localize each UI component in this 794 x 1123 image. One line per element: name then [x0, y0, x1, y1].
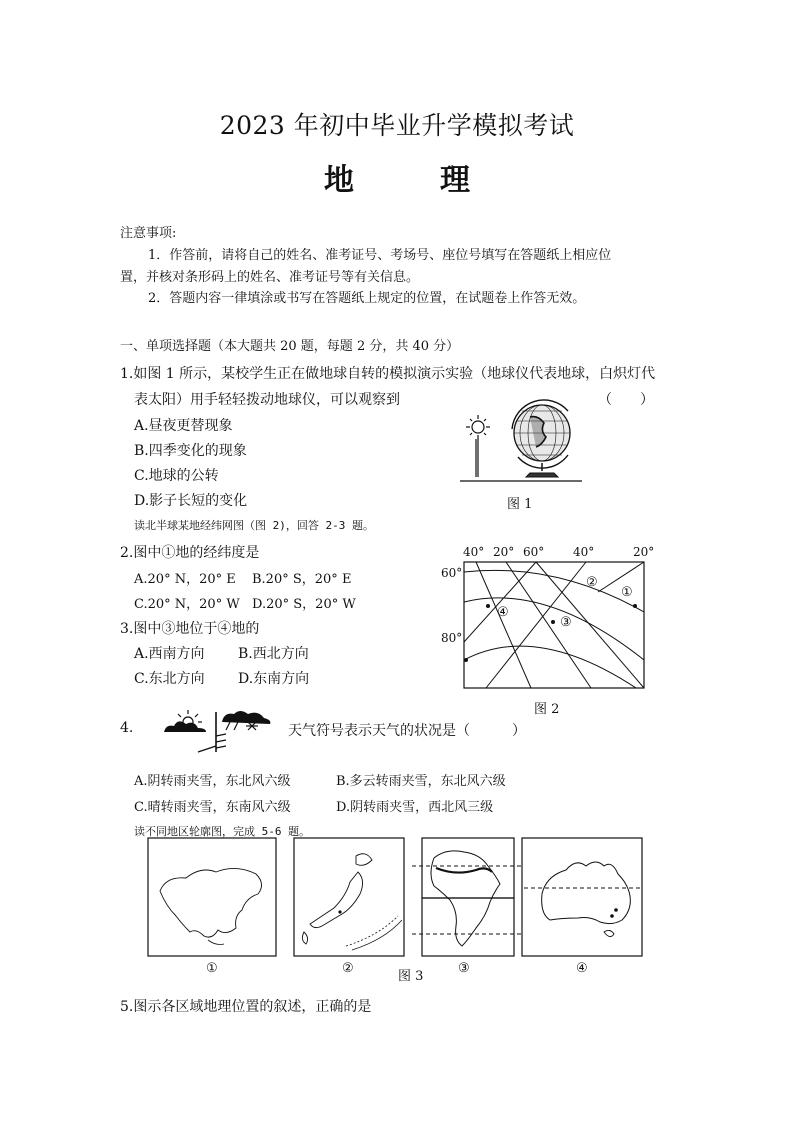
q2-option-a: A.20° N，20° E: [134, 572, 236, 587]
lon-label: 20°: [633, 545, 655, 559]
map-1-frame: [148, 838, 276, 956]
lamp-icon: [466, 415, 490, 477]
q4-option-b: B.多云转雨夹雪，东北风六级: [336, 774, 506, 789]
figure2-frame: [464, 562, 644, 688]
lon-label: 40°: [573, 545, 595, 559]
q1-stem-line1: 1.如图 1 所示，某校学生正在做地球自转的模拟演示实验（地球仪代表地球，白炽灯代: [120, 366, 656, 382]
notice-heading: 注意事项:: [120, 226, 177, 241]
q1-option-c: C.地球的公转: [134, 468, 219, 484]
read-instruction-5-6: 读不同地区轮廓图，完成 5-6 题。: [134, 825, 311, 838]
lat-label: 80°: [441, 631, 463, 645]
map-3-frame-bottom: [422, 898, 514, 956]
figure2-caption: 图 2: [534, 702, 560, 717]
figure1-lamp-globe: [456, 385, 586, 490]
hokkaido-outline: [356, 854, 372, 866]
australia-outline: [542, 862, 631, 924]
q4-option-d: D.阴转雨夹雪，西北风三级: [336, 800, 494, 815]
q5-stem: 5.图示各区域地理位置的叙述，正确的是: [120, 999, 372, 1015]
asia-outline: [160, 868, 262, 937]
q1-answer-paren: （ ）: [598, 392, 654, 408]
q3-stem: 3.图中③地位于④地的: [120, 621, 260, 637]
map-3-frame-top: [422, 838, 514, 898]
exam-title: 2023 年初中毕业升学模拟考试: [219, 111, 575, 140]
q2-option-c: C.20° N，20° W: [134, 597, 240, 612]
map-label: ③: [458, 961, 470, 976]
map-4-frame: [522, 838, 642, 956]
q4-option-a: A.阴转雨夹雪，东北风六级: [134, 774, 291, 789]
point-label: ①: [621, 585, 633, 600]
meridian-line: [464, 562, 536, 642]
figure3-caption: 图 3: [398, 969, 424, 984]
notice-line-1b: 置，并核对条形码上的姓名、准考证号等有关信息。: [120, 270, 420, 285]
q2-option-d: D.20° S，20° W: [252, 597, 356, 612]
q3-option-d: D.东南方向: [238, 671, 310, 687]
q3-option-b: B.西北方向: [238, 646, 309, 662]
read-instruction-2-3: 读北半球某地经纬网图（图 2)，回答 2-3 题。: [134, 519, 374, 532]
point-label: ②: [586, 575, 598, 590]
latitude-arc: [464, 646, 636, 688]
latitude-arc: [464, 570, 644, 612]
point-1-marker: [633, 604, 637, 608]
q1-option-a: A.昼夜更替现象: [134, 418, 233, 434]
point-label: ③: [560, 615, 572, 630]
meridian-line: [476, 562, 531, 688]
q1-option-b: B.四季变化的现象: [134, 443, 247, 459]
lon-label: 40°: [463, 545, 485, 559]
map-label: ②: [342, 961, 354, 976]
q2-stem: 2.图中①地的经纬度是: [120, 545, 260, 561]
notice-line-1a: 1．作答前，请将自己的姓名、准考证号、考场号、座位号填写在答题纸上相应位: [148, 248, 612, 263]
q3-option-a: A.西南方向: [134, 646, 205, 662]
weather-symbol-icon: [160, 706, 274, 756]
point-label: ④: [497, 605, 509, 620]
q4-option-c: C.晴转雨夹雪，东南风六级: [134, 800, 291, 815]
lon-label: 60°: [523, 545, 545, 559]
figure3-maps: [146, 836, 646, 976]
q1-stem-line2: 表太阳）用手轻轻拨动地球仪，可以观察到: [134, 392, 400, 408]
q3-option-c: C.东北方向: [134, 671, 205, 687]
notice-line-2: 2．答题内容一律填涂或书写在答题纸上规定的位置，在试题卷上作答无效。: [148, 291, 586, 306]
q1-option-d: D.影子长短的变化: [134, 493, 248, 509]
figure1-caption: 图 1: [507, 497, 533, 512]
subject-title: 地 理: [324, 163, 498, 198]
honshu-outline: [310, 872, 363, 928]
map-label: ①: [206, 961, 218, 976]
section-heading: 一、单项选择题（本大题共 20 题，每题 2 分，共 40 分）: [120, 339, 460, 354]
tasmania-outline: [604, 930, 614, 936]
point-marker: [464, 658, 468, 662]
globe-icon: [512, 400, 570, 477]
point-3-marker: [551, 620, 555, 624]
q4-number: 4.: [120, 720, 134, 736]
q4-stem: 天气符号表示天气的状况是（ ）: [288, 723, 526, 739]
point-4-marker: [486, 604, 490, 608]
lon-label: 20°: [493, 545, 515, 559]
map-label: ④: [576, 961, 588, 976]
lat-label: 60°: [441, 566, 463, 580]
map-2-frame: [294, 838, 404, 956]
q2-option-b: B.20° S，20° E: [252, 572, 352, 587]
figure2-graticule: [436, 542, 660, 690]
